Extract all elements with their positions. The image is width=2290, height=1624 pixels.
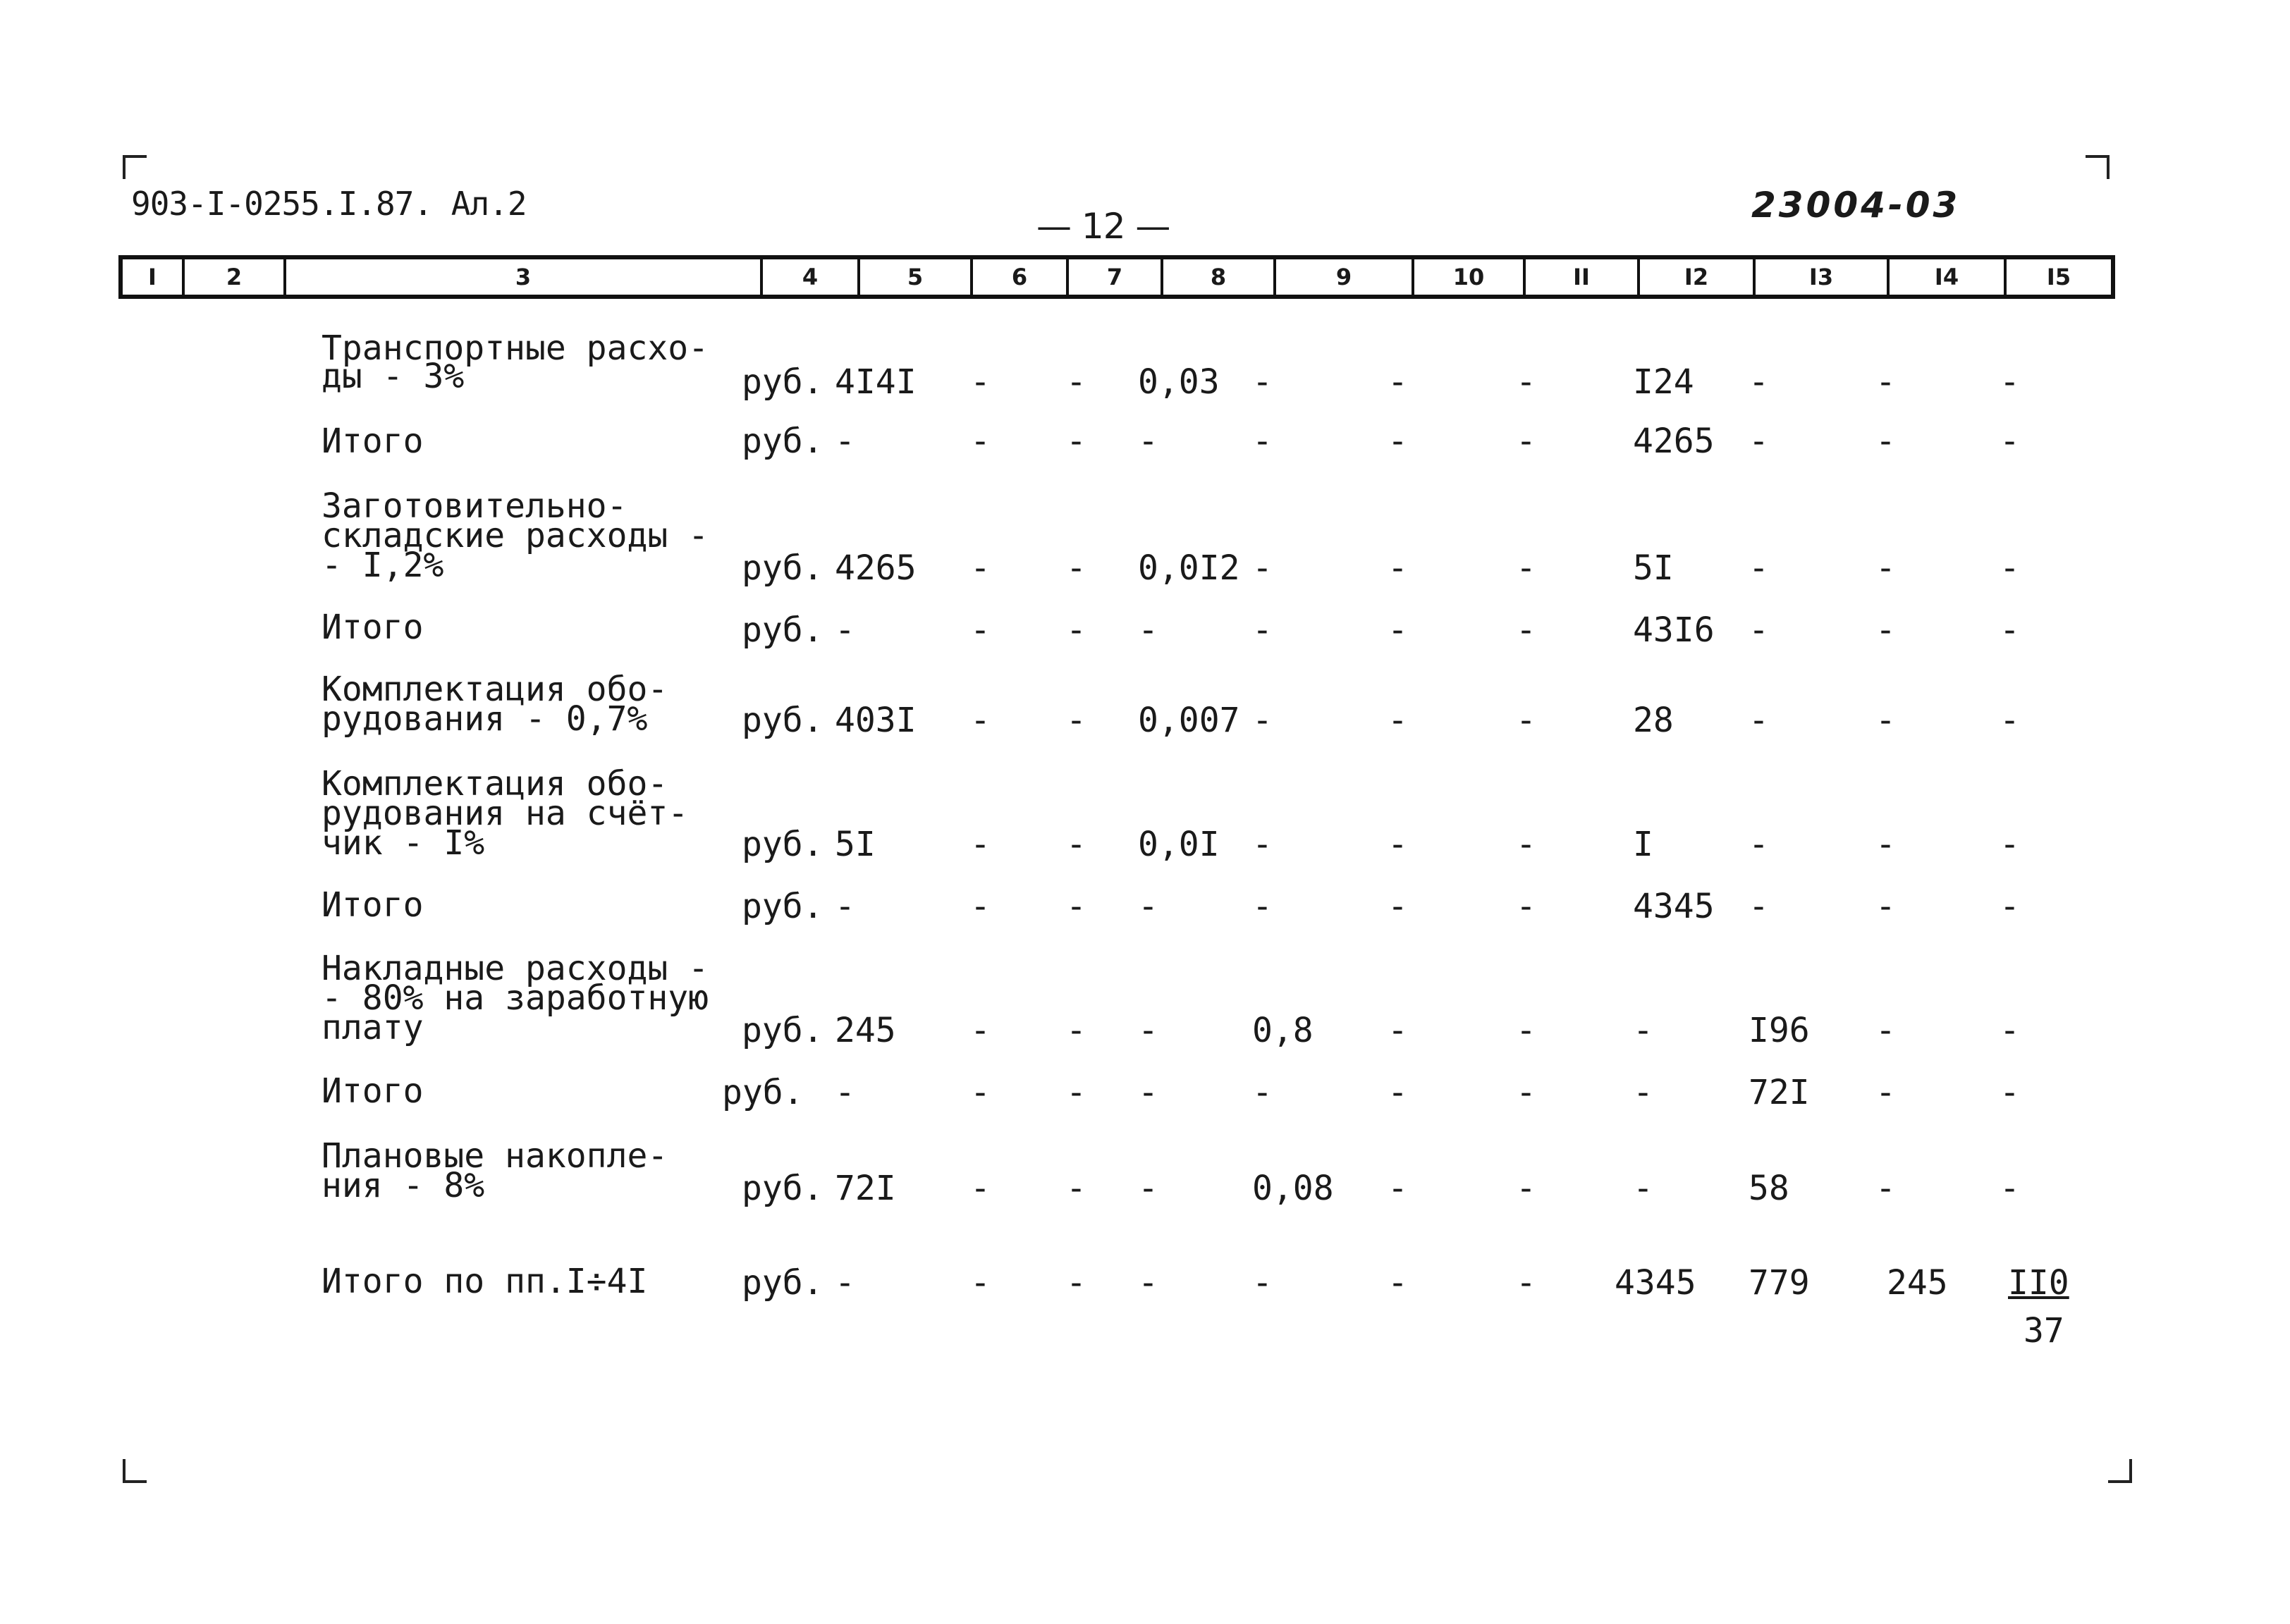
cell-col14: - [1875,422,1896,461]
cell-col11: - [1516,362,1536,402]
cell-col9: - [1252,887,1273,926]
cell-col15: - [2000,548,2020,588]
cell-col9: 0,08 [1252,1169,1334,1208]
cell-col10: - [1388,548,1408,588]
cell-col12: I [1633,825,1653,864]
cell-col7: - [1066,610,1086,650]
cell-col9: - [1252,1263,1273,1303]
cell-col5: - [835,422,855,461]
column-number: 8 [1161,259,1273,295]
cell-col14: - [1875,610,1896,650]
row-label-line: Транспортные расхо- [322,328,709,368]
cell-col7: - [1066,548,1086,588]
cell-unit: руб. [722,1073,804,1112]
column-number: 6 [970,259,1066,295]
cell-col15: - [2000,1073,2020,1112]
column-number: 3 [283,259,760,295]
column-number: 10 [1412,259,1523,295]
cell-col5: 4265 [835,548,917,588]
cell-col13: - [1749,610,1769,650]
cell-col13: - [1749,548,1769,588]
cell-col6: - [970,422,991,461]
cell-col14: - [1875,362,1896,402]
row-label-line: Итого [322,1071,424,1111]
cell-unit: руб. [742,422,823,461]
cell-col11: - [1516,1073,1536,1112]
column-number: 7 [1066,259,1161,295]
cell-col13: - [1749,422,1769,461]
cell-col7: - [1066,1263,1086,1303]
cell-unit: руб. [742,362,823,402]
cell-col11: - [1516,1011,1536,1050]
cell-col10: - [1388,701,1408,740]
cell-col5: 245 [835,1011,896,1050]
column-number: I2 [1637,259,1753,295]
cell-col8: - [1138,1073,1158,1112]
row-label-line: ния - 8% [322,1166,485,1205]
cell-col6: - [970,1073,991,1112]
cell-col13: 779 [1749,1263,1810,1303]
cell-col12: I24 [1633,362,1694,402]
cell-col8: - [1138,1263,1158,1303]
cell-col15: - [2000,1169,2020,1208]
column-number: 4 [760,259,857,295]
corner-mark-bottom-left [123,1459,147,1483]
cell-col6: - [970,548,991,588]
cell-col8: - [1138,1169,1158,1208]
cell-col8: - [1138,887,1158,926]
cell-col8: 0,0I [1138,825,1220,864]
cell-col12: 43I6 [1633,610,1715,650]
cell-col14: - [1875,1011,1896,1050]
cell-col5: - [835,1263,855,1303]
cell-col6: - [970,1011,991,1050]
cell-unit: руб. [742,701,823,740]
column-number: 9 [1273,259,1412,295]
cell-col11: - [1516,1169,1536,1208]
row-label-line: Комплектация обо- [322,670,668,709]
cell-col5: - [835,887,855,926]
row-label-line: Итого по пп.I÷4I [322,1262,648,1301]
cell-col13: I96 [1749,1011,1810,1050]
row-label-line: Плановые накопле- [322,1136,668,1176]
cell-col14: - [1875,887,1896,926]
cell-col11: - [1516,701,1536,740]
cell-col11: - [1516,422,1536,461]
cell-col8: 0,03 [1138,362,1220,402]
page-number: — 12 — [1036,206,1170,247]
cell-col13: 72I [1749,1073,1810,1112]
cell-col6: - [970,1169,991,1208]
cell-col6: - [970,1263,991,1303]
cell-col10: - [1388,362,1408,402]
cell-col10: - [1388,610,1408,650]
document-code: 903-I-0255.I.87. Ал.2 [131,185,527,223]
cell-col9: - [1252,548,1273,588]
row-label-line: чик - I% [322,823,485,863]
cell-col12: 4345 [1633,887,1715,926]
cell-col12: 4265 [1633,422,1715,461]
cell-unit: руб. [742,610,823,650]
cell-col14: - [1875,1169,1896,1208]
row-label-line: - 80% на заработную [322,978,709,1018]
column-number: 2 [182,259,283,295]
cell-unit: руб. [742,1011,823,1050]
cell-col5: 403I [835,701,917,740]
cell-col5: 4I4I [835,362,917,402]
row-label-line: Итого [322,422,424,461]
corner-mark-top-right [2086,155,2110,179]
cell-col9: - [1252,422,1273,461]
cell-col7: - [1066,1169,1086,1208]
cell-col15: - [2000,362,2020,402]
row-label-line: Итого [322,885,424,925]
cell-col15: II0 [2008,1263,2069,1303]
cell-col7: - [1066,422,1086,461]
row-label-line: Комплектация обо- [322,764,668,804]
cell-col9: - [1252,610,1273,650]
cell-col14: 245 [1887,1263,1948,1303]
cell-col15: - [2000,610,2020,650]
cell-col11: - [1516,1263,1536,1303]
cell-col8: - [1138,1011,1158,1050]
cell-col6: - [970,610,991,650]
cell-col10: - [1388,1169,1408,1208]
cell-col9: - [1252,825,1273,864]
cell-col14: - [1875,1073,1896,1112]
row-label-line: Итого [322,608,424,647]
cell-col13: 58 [1749,1169,1789,1208]
cell-col12: 4345 [1615,1263,1696,1303]
cell-col13: - [1749,825,1769,864]
cell-col11: - [1516,548,1536,588]
cell-col10: - [1388,422,1408,461]
cell-col9: - [1252,701,1273,740]
cell-col6: - [970,701,991,740]
cell-col7: - [1066,887,1086,926]
cell-col13: - [1749,362,1769,402]
cell-col12: 5I [1633,548,1674,588]
cell-col7: - [1066,1073,1086,1112]
column-number: 5 [857,259,970,295]
cell-unit: руб. [742,1263,823,1303]
cell-col5: 72I [835,1169,896,1208]
cell-col14: - [1875,548,1896,588]
column-number-header [118,255,2115,299]
cell-col11: - [1516,825,1536,864]
cell-unit: руб. [742,887,823,926]
cell-col12: 28 [1633,701,1674,740]
row-label-line: складские расходы - [322,516,709,555]
cell-col5: - [835,610,855,650]
cell-col7: - [1066,362,1086,402]
cell-col8: - [1138,422,1158,461]
row-label-line: рудования - 0,7% [322,699,648,739]
cell-col10: - [1388,825,1408,864]
cell-col7: - [1066,1011,1086,1050]
cell-col11: - [1516,610,1536,650]
column-number: I3 [1753,259,1887,295]
row-label-line: Накладные расходы - [322,949,709,988]
cell-col15: - [2000,701,2020,740]
cell-col14: - [1875,825,1896,864]
cell-col5: - [835,1073,855,1112]
column-number: I4 [1887,259,2004,295]
cell-col15: - [2000,825,2020,864]
row-label-line: плату [322,1008,424,1047]
corner-mark-bottom-right [2108,1459,2132,1483]
cell-col6: - [970,362,991,402]
cell-unit: руб. [742,825,823,864]
cell-col8: 0,0I2 [1138,548,1240,588]
cell-col5: 5I [835,825,876,864]
cell-col13: - [1749,701,1769,740]
cell-col10: - [1388,1011,1408,1050]
cell-col15: - [2000,887,2020,926]
cell-col15: - [2000,422,2020,461]
cell-col9: - [1252,1073,1273,1112]
cell-unit: руб. [742,1169,823,1208]
cell-col8: - [1138,610,1158,650]
cell-col11: - [1516,887,1536,926]
cell-col10: - [1388,887,1408,926]
row-label-line: Заготовительно- [322,486,627,526]
cell-col12: - [1633,1011,1653,1050]
cell-col12: - [1633,1073,1653,1112]
cell-col13: - [1749,887,1769,926]
column-number: I5 [2004,259,2111,295]
cell-col15: - [2000,1011,2020,1050]
corner-mark-top-left [123,155,147,179]
cell-col12: - [1633,1169,1653,1208]
cell-col14: - [1875,701,1896,740]
column-number: I [148,264,157,290]
cell-col10: - [1388,1073,1408,1112]
column-number: II [1523,259,1637,295]
cell-col10: - [1388,1263,1408,1303]
archive-stamp: 23004-03 [1751,185,1961,226]
cell-col6: - [970,887,991,926]
cell-col9: 0,8 [1252,1011,1314,1050]
row-label-line: ды - 3% [322,357,465,396]
cell-col8: 0,007 [1138,701,1240,740]
cell-unit: руб. [742,548,823,588]
cell-col7: - [1066,701,1086,740]
row-label-line: рудования на счёт- [322,794,689,833]
cell-col6: - [970,825,991,864]
row-label-line: - I,2% [322,546,444,585]
cell-col7: - [1066,825,1086,864]
cell-col15-second-line: 37 [2023,1311,2064,1351]
cell-col9: - [1252,362,1273,402]
